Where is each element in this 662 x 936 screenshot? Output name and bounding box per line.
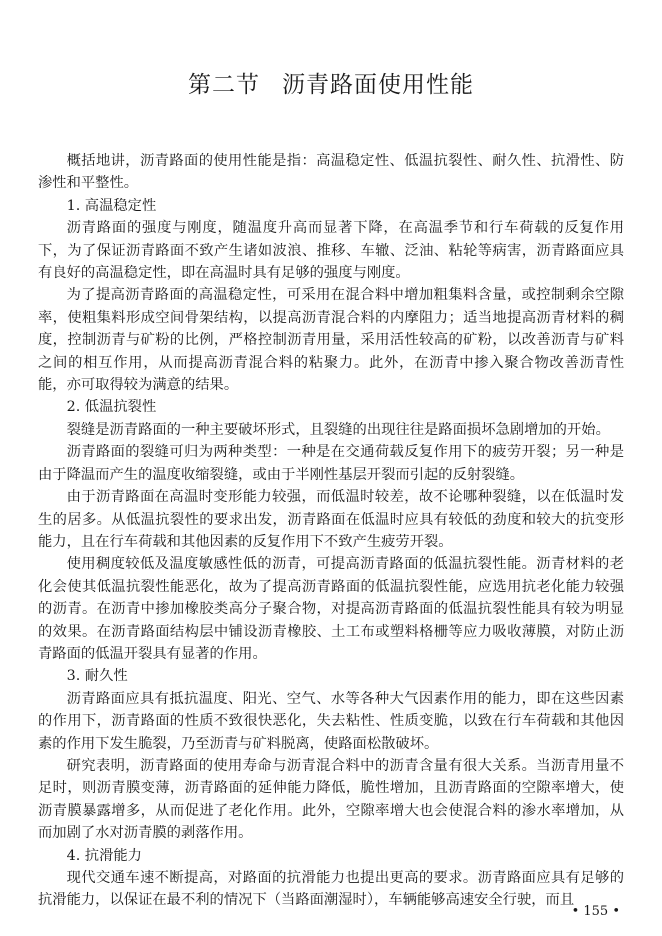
body-text xyxy=(38,150,624,912)
paragraph: 裂缝是沥青路面的一种主要破坏形式，且裂缝的出现往往是路面损坏急剧增加的开始。 xyxy=(66,421,610,438)
paragraph: 沥青路面应具有抵抗温度、阳光、空气、水等各种大气因素作用的能力，即在这些因素的作用下，沥青路面的性质不致很快恶化，失去粘性、性质变脆，以致在行车荷载和其他因素的作用下发生脆裂，乃至沥青与矿料脱离，使路面松散破坏。 xyxy=(38,690,624,752)
subsection-heading-low-temperature: 2. 低温抗裂性 xyxy=(66,399,157,416)
paragraph: 使用稠度较低及温度敏感性低的沥青，可提高沥青路面的低温抗裂性能。沥青材料的老化会使其低温抗裂性能恶化，故为了提高沥青路面的低温抗裂性能，应选用抗老化能力较强的沥青。在沥青中掺加橡胶类高分子聚合物，对提高沥青路面的低温抗裂性能具有较为明显的效果。在沥青路面结构层中铺设沥青橡胶、土工布或塑料格栅等应力吸收薄膜，对防止沥青路面的低温开裂具有显著的作用。 xyxy=(38,556,624,662)
paragraph: 沥青路面的强度与刚度，随温度升高而显著下降，在高温季节和行车荷载的反复作用下，为了保证沥青路面不致产生诸如波浪、推移、车辙、泛油、粘轮等病害，沥青路面应具有良好的高温稳定性，即在高温时具有足够的强度与刚度。 xyxy=(38,220,624,282)
paragraph: 沥青路面的裂缝可归为两种类型：一种是在交通荷载反复作用下的疲劳开裂；另一种是由于降温而产生的温度收缩裂缝，或由于半刚性基层开裂而引起的反射裂缝。 xyxy=(38,444,624,483)
paragraph: 为了提高沥青路面的高温稳定性，可采用在混合料中增加粗集料含量，或控制剩余空隙率，使粗集料形成空间骨架结构，以提高沥青混合料的内摩阻力；适当地提高沥青材料的稠度，控制沥青与矿粉的比例，严格控制沥青用量，采用活性较高的矿粉，以改善沥青与矿料之间的相互作用，从而提高沥青混合料的粘聚力。此外，在沥青中掺入聚合物改善沥青性能，亦可取得较为满意的结果。 xyxy=(38,287,624,394)
page-number: • 155 • xyxy=(571,904,620,919)
section-number: 第二节 xyxy=(188,72,260,98)
paragraph: 现代交通车速不断提高，对路面的抗滑能力也提出更高的要求。沥青路面应具有足够的抗滑能力，以保证在最不利的情况下（当路面潮湿时），车辆能够高速安全行驶，而且 xyxy=(38,870,624,909)
subsection-heading-durability: 3. 耐久性 xyxy=(66,668,128,685)
paragraph: 由于沥青路面在高温时变形能力较强，而低温时较差，故不论哪种裂缝，以在低温时发生的居多。从低温抗裂性的要求出发，沥青路面在低温时应具有较低的劲度和较大的抗变形能力，且在行车荷载和其他因素的反复作用下不致产生疲劳开裂。 xyxy=(38,489,624,550)
section-heading-text: 沥青路面使用性能 xyxy=(282,72,474,98)
intro-paragraph: 概括地讲，沥青路面的使用性能是指：高温稳定性、低温抗裂性、耐久性、抗滑性、防渗性和平整性。 xyxy=(38,153,624,192)
subsection-heading-high-temperature: 1. 高温稳定性 xyxy=(66,197,157,214)
paragraph: 研究表明，沥青路面的使用寿命与沥青混合料中的沥青含量有很大关系。当沥青用量不足时，则沥青膜变薄，沥青路面的延伸能力降低，脆性增加，且沥青路面的空隙率增大，使沥青膜暴露增多，从而促进了老化作用。此外，空隙率增大也会使混合料的渗水率增加，从而加剧了水对沥青膜的剥落作用。 xyxy=(38,757,624,842)
section-title xyxy=(0,66,662,99)
subsection-heading-skid-resistance: 4. 抗滑能力 xyxy=(66,847,142,864)
